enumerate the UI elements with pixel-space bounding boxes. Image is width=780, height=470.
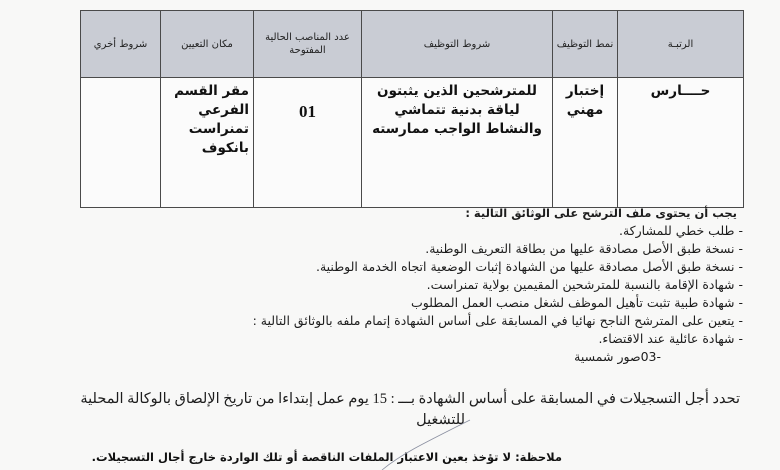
document-item: - نسخة طبق الأصل مصادقة عليها من الشهادة إثبات الوضعية اتجاه الخدمة الوطنية. [315, 259, 743, 274]
registration-deadline [80, 389, 740, 431]
document-item: - شهادة عائلية عند الاقتضاء. [598, 331, 743, 346]
document-item: -03صور شمسية [574, 349, 661, 364]
document-item: - نسخة طبق الأصل مصادقة عليها من بطاقة التعريف الوطنية. [425, 241, 743, 256]
cell-recruitment-conditions: للمترشحين الذين يثبتون لياقة بدنية تتماشي والنشاط الواجب ممارسته [362, 78, 553, 208]
header-other-conditions: شروط أخري [81, 11, 161, 78]
required-documents-heading: يجب أن يحتوى ملف الترشح على الوثائق التالية : [465, 206, 737, 220]
recruitment-table [80, 10, 744, 208]
header-open-positions-count: عدد المناصب الحالية المفتوحة [254, 11, 362, 78]
cell-other-conditions [81, 78, 161, 208]
document-item: - يتعين على المترشح الناجح نهائيا في المسابقة على أساس الشهادة إتمام ملفه بالوثائق التالية : [252, 313, 743, 328]
header-recruitment-mode: نمط التوظيف [553, 11, 618, 78]
required-documents-section [83, 204, 743, 366]
cell-recruitment-mode: إختبار مهني [553, 78, 618, 208]
cell-open-positions-count: 01 [254, 78, 362, 208]
header-recruitment-conditions: شروط التوظيف [362, 11, 553, 78]
note: ملاحظة: لا تؤخذ بعين الاعتبار الملفات الناقصة أو تلك الواردة خارج أجال التسجيلات. [91, 450, 562, 464]
header-rank: الرتبـة [618, 11, 744, 78]
document-item: - شهادة الإقامة بالنسبة للمترشحين المقيمين بولاية تمنراست. [426, 277, 743, 292]
document-item: - طلب خطي للمشاركة. [619, 223, 743, 238]
table-header-row [81, 11, 744, 78]
header-assignment-place: مكان التعيين [161, 11, 254, 78]
deadline-line: تحدد أجل التسجيلات في المسابقة على أساس الشهادة بـــ : 15 يوم عمل إبتداءا من تاريخ الإلصاق بالوكالة المحلية [80, 391, 740, 407]
table-row [81, 78, 744, 208]
cell-rank: حــــارس [618, 78, 744, 208]
deadline-line: للتشغيل [416, 412, 465, 428]
cell-assignment-place: مقر القسم الفرعي تمنراست بانكوف [161, 78, 254, 208]
document-item: - شهادة طبية تثبت تأهيل الموظف لشغل منصب العمل المطلوب [410, 295, 743, 310]
